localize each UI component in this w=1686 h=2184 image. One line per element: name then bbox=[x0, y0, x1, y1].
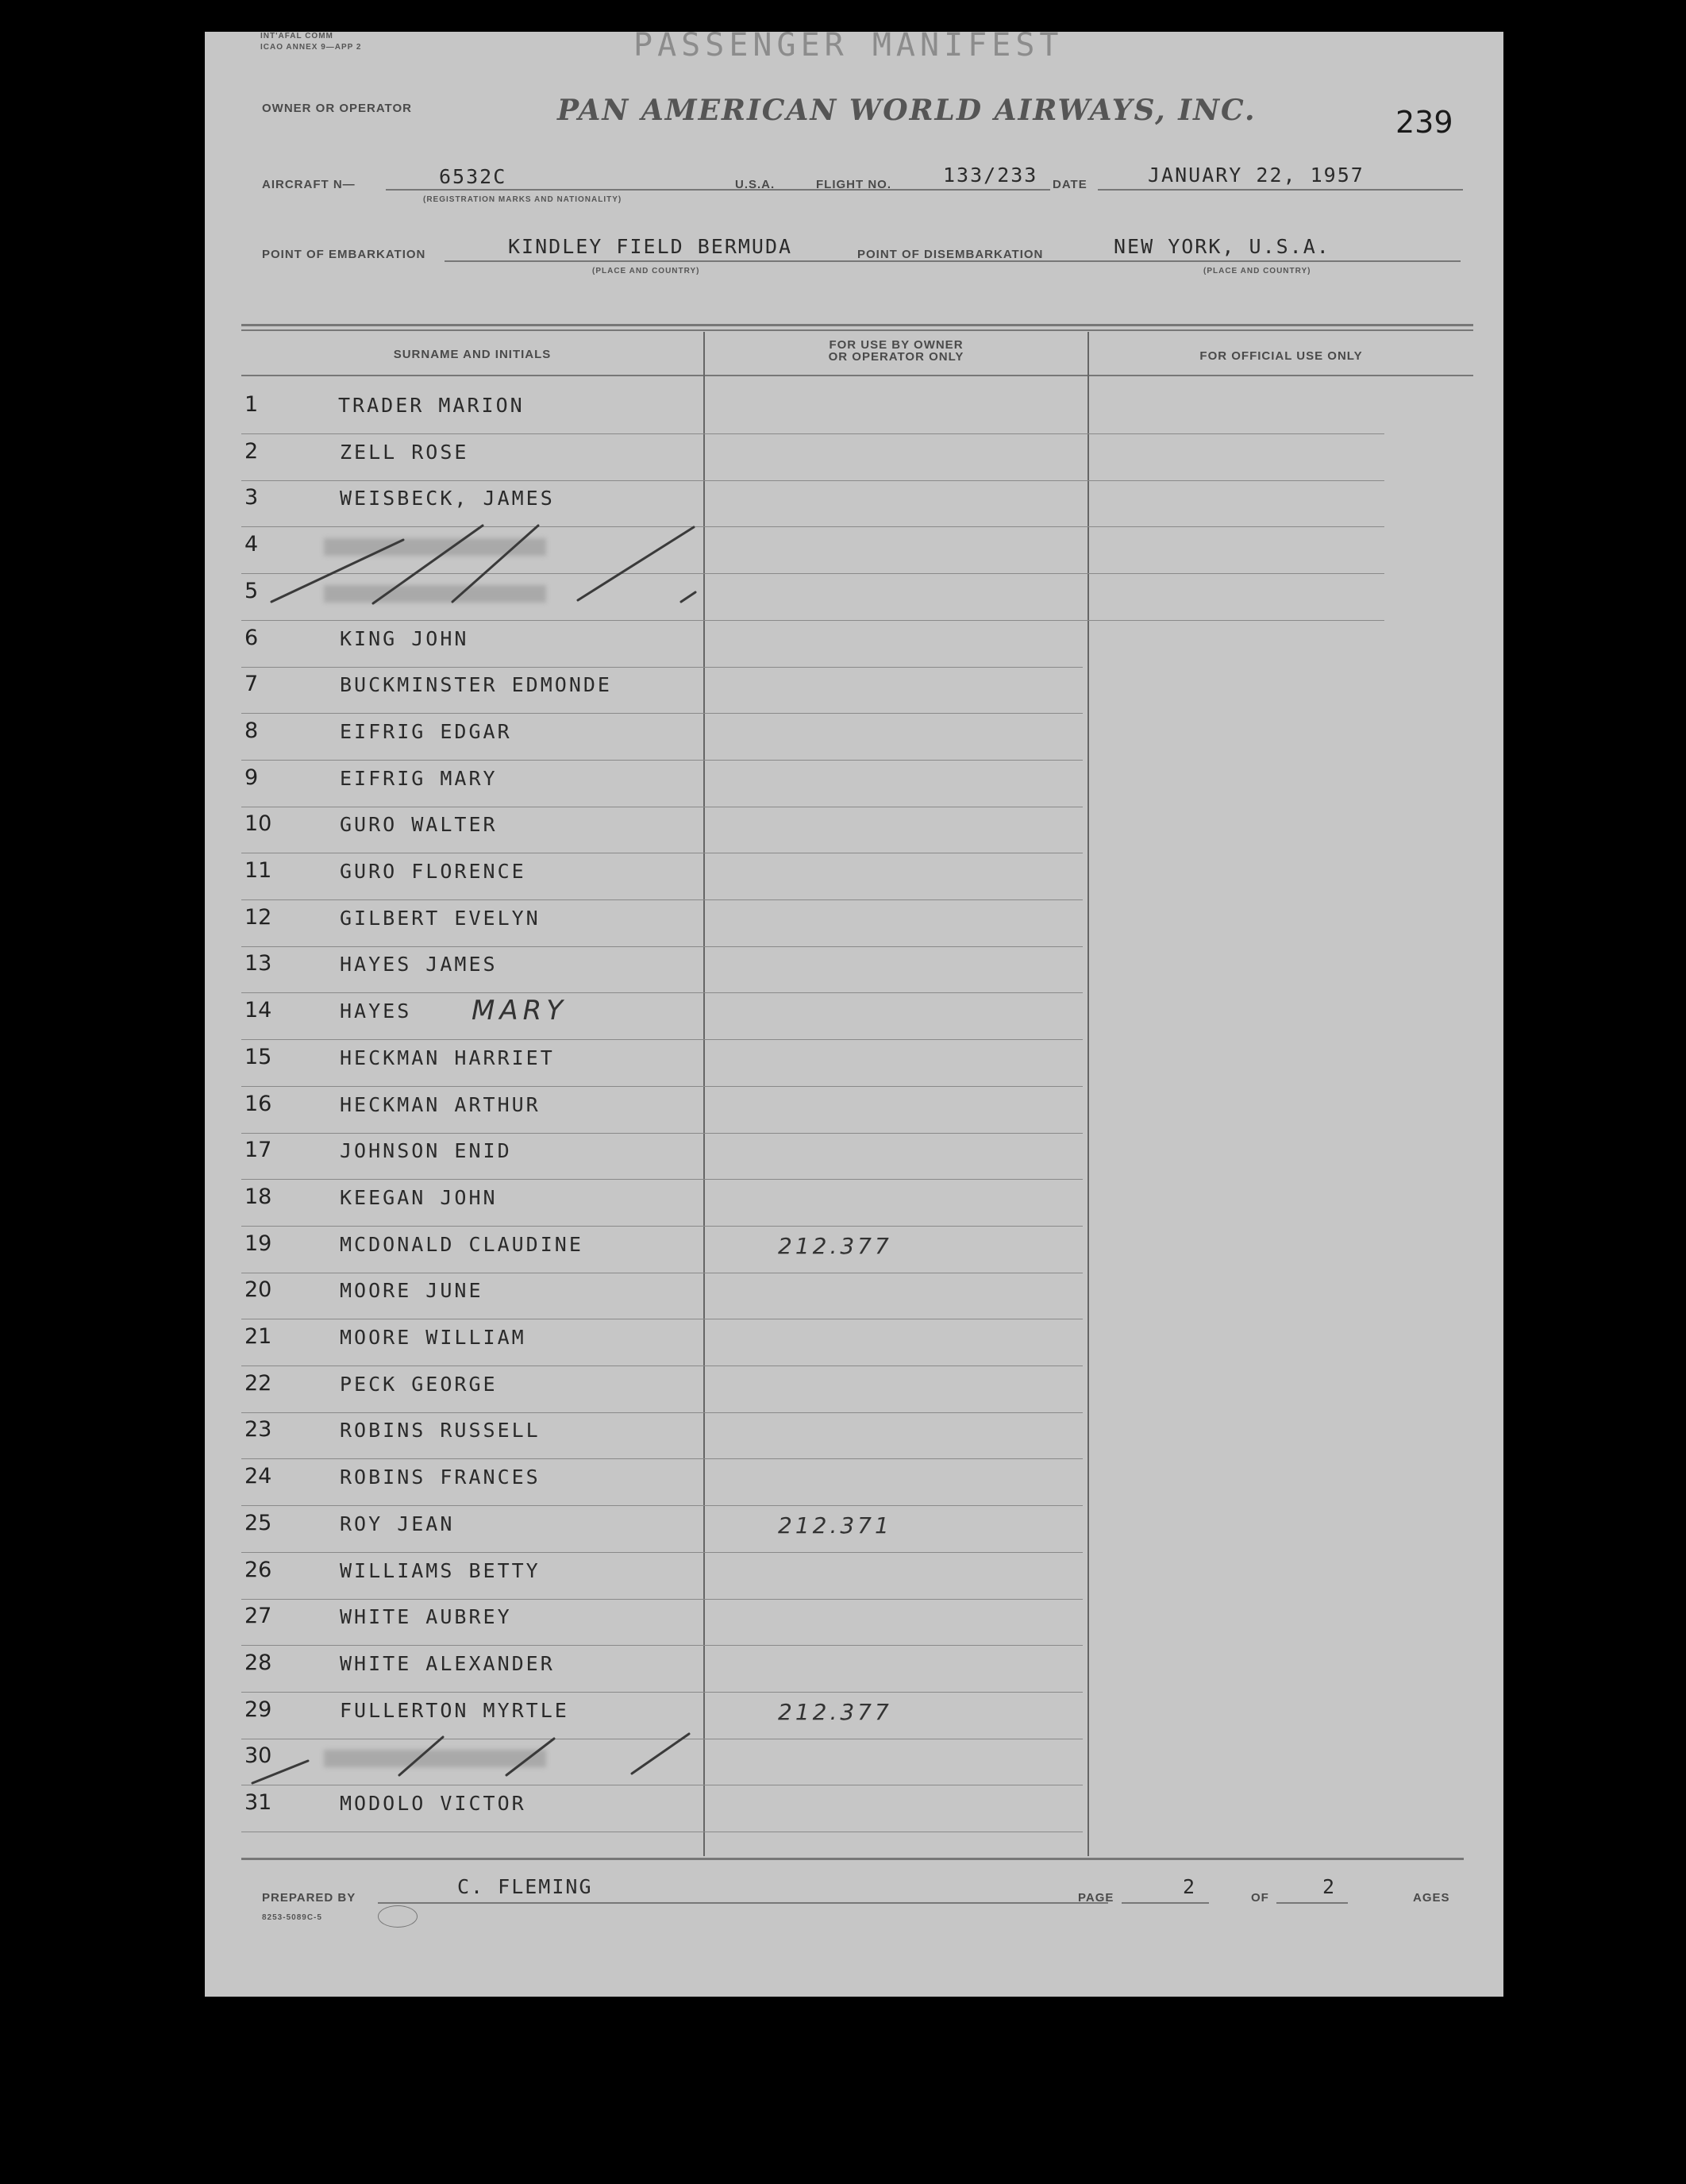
operator-note: 212.377 bbox=[778, 1699, 892, 1725]
row-number: 13 bbox=[244, 951, 272, 976]
row-number: 19 bbox=[244, 1231, 272, 1256]
passenger-name: PECK GEORGE bbox=[340, 1373, 498, 1396]
of-label: OF bbox=[1251, 1891, 1269, 1905]
passenger-name: WEISBECK, JAMES bbox=[340, 487, 555, 510]
corner-reference-2: ICAO ANNEX 9—APP 2 bbox=[260, 43, 362, 52]
row-number: 18 bbox=[244, 1184, 272, 1209]
owner-label: OWNER OR OPERATOR bbox=[262, 102, 412, 115]
row-number: 30 bbox=[244, 1743, 272, 1768]
strike-mark bbox=[252, 1761, 308, 1783]
row-number: 12 bbox=[244, 905, 272, 930]
row-number: 26 bbox=[244, 1558, 272, 1582]
strike-mark bbox=[578, 527, 694, 600]
row-number: 2 bbox=[244, 439, 259, 464]
surname-column-header: SURNAME AND INITIALS bbox=[393, 348, 552, 361]
row-number: 6 bbox=[244, 626, 259, 650]
row-number: 7 bbox=[244, 672, 259, 696]
passenger-name: FULLERTON MYRTLE bbox=[340, 1699, 569, 1722]
row-number: 4 bbox=[244, 532, 259, 557]
page-total: 2 bbox=[1322, 1875, 1337, 1898]
flight-label: FLIGHT NO. bbox=[816, 178, 891, 191]
union-label-stamp bbox=[378, 1905, 418, 1928]
embark-place: KINDLEY FIELD BERMUDA bbox=[508, 235, 793, 258]
operator-name: PAN AMERICAN WORLD AIRWAYS, INC. bbox=[557, 94, 1257, 127]
passenger-name: ZELL ROSE bbox=[340, 441, 469, 464]
row-number: 21 bbox=[244, 1324, 272, 1349]
passenger-name: ROY JEAN bbox=[340, 1512, 455, 1535]
flight-date: JANUARY 22, 1957 bbox=[1148, 164, 1365, 187]
disembark-sub-label: (PLACE AND COUNTRY) bbox=[1203, 267, 1311, 275]
row-number: 16 bbox=[244, 1092, 272, 1116]
table-bottom-rule bbox=[241, 1858, 1464, 1860]
row-number: 14 bbox=[244, 998, 272, 1023]
form-title: PASSENGER MANIFEST bbox=[633, 27, 1064, 64]
pages-suffix: AGES bbox=[1413, 1891, 1450, 1905]
row-number: 28 bbox=[244, 1651, 272, 1675]
row-number: 31 bbox=[244, 1790, 272, 1815]
page-number: 239 bbox=[1395, 105, 1453, 140]
owner-column-header-1: FOR USE BY OWNER bbox=[829, 338, 964, 352]
row-number: 15 bbox=[244, 1045, 272, 1069]
passenger-name: KING JOHN bbox=[340, 627, 469, 650]
passenger-name: KEEGAN JOHN bbox=[340, 1186, 498, 1209]
date-label: DATE bbox=[1053, 178, 1087, 191]
row-number: 24 bbox=[244, 1464, 272, 1489]
strike-mark bbox=[681, 592, 695, 602]
passenger-name: ROBINS RUSSELL bbox=[340, 1419, 541, 1442]
passenger-name: WILLIAMS BETTY bbox=[340, 1559, 541, 1582]
passenger-name: HAYES JAMES bbox=[340, 953, 498, 976]
usa-label: U.S.A. bbox=[735, 178, 776, 191]
passenger-name: GILBERT EVELYN bbox=[340, 907, 541, 930]
official-column-header: FOR OFFICIAL USE ONLY bbox=[1199, 349, 1363, 363]
row-number: 9 bbox=[244, 765, 259, 790]
page-underline bbox=[1122, 1902, 1209, 1904]
aircraft-label: AIRCRAFT N— bbox=[262, 178, 356, 191]
passenger-name: MOORE JUNE bbox=[340, 1279, 483, 1302]
of-underline bbox=[1276, 1902, 1348, 1904]
passenger-name: MOORE WILLIAM bbox=[340, 1326, 526, 1349]
passenger-name: HECKMAN HARRIET bbox=[340, 1046, 555, 1069]
row-number: 5 bbox=[244, 579, 259, 603]
prepared-label: PREPARED BY bbox=[262, 1891, 356, 1905]
passenger-name: WHITE AUBREY bbox=[340, 1605, 512, 1628]
handwritten-name-row-14: MARY bbox=[472, 995, 568, 1027]
embark-label: POINT OF EMBARKATION bbox=[262, 248, 426, 261]
strike-mark bbox=[632, 1734, 689, 1774]
aircraft-sub-label: (REGISTRATION MARKS AND NATIONALITY) bbox=[423, 195, 622, 204]
operator-note: 212.377 bbox=[778, 1233, 892, 1259]
embark-sub-label: (PLACE AND COUNTRY) bbox=[592, 267, 700, 275]
row-number: 8 bbox=[244, 718, 259, 743]
passenger-name: WHITE ALEXANDER bbox=[340, 1652, 555, 1675]
strike-mark bbox=[506, 1739, 554, 1775]
passenger-name: GURO FLORENCE bbox=[340, 860, 526, 883]
passenger-name: EIFRIG EDGAR bbox=[340, 720, 512, 743]
aircraft-registration: 6532C bbox=[439, 165, 507, 188]
passenger-name: ROBINS FRANCES bbox=[340, 1466, 541, 1489]
corner-reference-1: INT'AFAL COMM bbox=[260, 32, 333, 40]
row-number: 11 bbox=[244, 858, 272, 883]
passenger-name: MODOLO VICTOR bbox=[340, 1792, 526, 1815]
operator-note: 212.371 bbox=[778, 1512, 892, 1539]
row-number: 10 bbox=[244, 811, 272, 836]
strike-mark bbox=[271, 540, 403, 602]
passenger-name: BUCKMINSTER EDMONDE bbox=[340, 673, 612, 696]
manifest-page bbox=[205, 27, 1503, 1997]
passenger-name: EIFRIG MARY bbox=[340, 767, 498, 790]
row-number: 23 bbox=[244, 1417, 272, 1442]
disembark-place: NEW YORK, U.S.A. bbox=[1114, 235, 1330, 258]
row-number: 27 bbox=[244, 1604, 272, 1628]
row-number: 25 bbox=[244, 1511, 272, 1535]
row-number: 20 bbox=[244, 1277, 272, 1302]
disembark-label: POINT OF DISEMBARKATION bbox=[857, 248, 1044, 261]
passenger-name: TRADER MARION bbox=[338, 394, 525, 417]
passenger-name: HECKMAN ARTHUR bbox=[340, 1093, 541, 1116]
row-number: 3 bbox=[244, 485, 259, 510]
row-number: 22 bbox=[244, 1371, 272, 1396]
passenger-name: JOHNSON ENID bbox=[340, 1139, 512, 1162]
strike-mark bbox=[373, 526, 483, 603]
row-number: 17 bbox=[244, 1138, 272, 1162]
strike-mark bbox=[399, 1737, 443, 1775]
flight-number: 133/233 bbox=[943, 164, 1038, 187]
page-current: 2 bbox=[1183, 1875, 1197, 1898]
owner-column-header-2: OR OPERATOR ONLY bbox=[828, 350, 964, 364]
passenger-name: MCDONALD CLAUDINE bbox=[340, 1233, 583, 1256]
row-number: 1 bbox=[244, 392, 259, 417]
passenger-name: GURO WALTER bbox=[340, 813, 498, 836]
passenger-name: HAYES bbox=[340, 1000, 412, 1023]
row-number: 29 bbox=[244, 1697, 272, 1722]
form-code: 8253-5089C-5 bbox=[262, 1913, 322, 1922]
prepared-underline bbox=[378, 1902, 1108, 1904]
strike-marks bbox=[205, 32, 1503, 1997]
page-label: PAGE bbox=[1078, 1891, 1114, 1905]
prepared-by: C. FLEMING bbox=[457, 1875, 593, 1898]
